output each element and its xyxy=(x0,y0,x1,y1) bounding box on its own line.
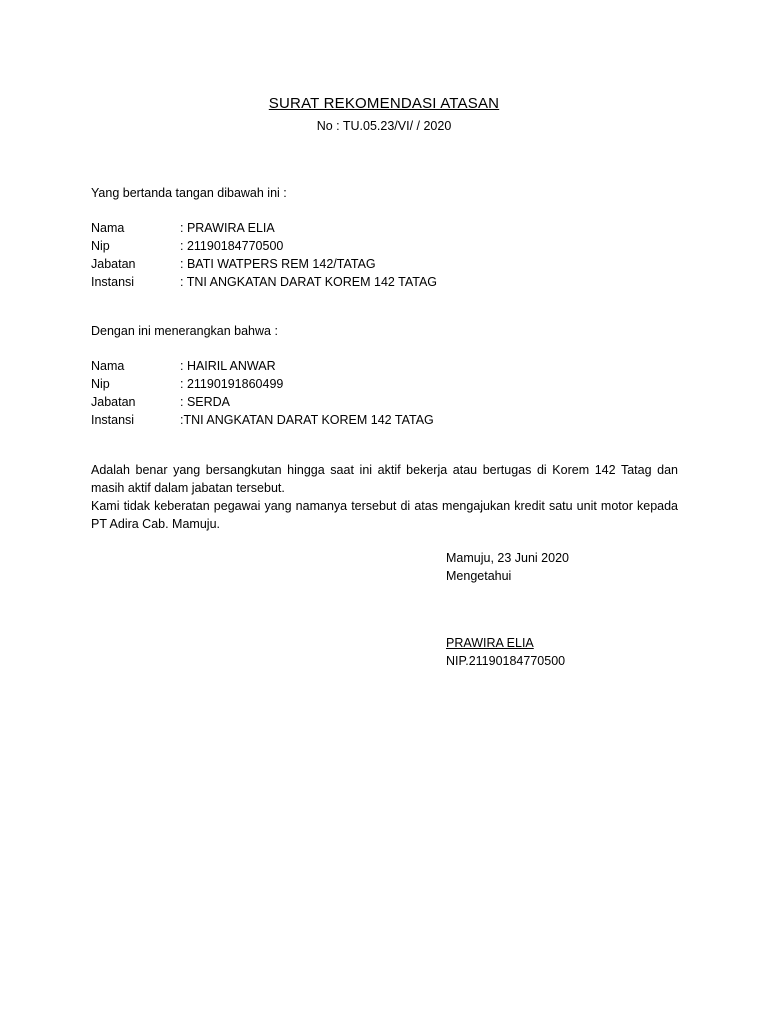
info-row xyxy=(91,393,434,411)
signer-info-table xyxy=(91,219,437,291)
info-label: Nama xyxy=(91,359,125,373)
info-row xyxy=(91,375,434,393)
info-label: Nama xyxy=(91,221,125,235)
info-row xyxy=(91,219,437,237)
info-value: : PRAWIRA ELIA xyxy=(180,221,275,235)
place-date: Mamuju, 23 Juni 2020 xyxy=(446,551,569,565)
info-label: Jabatan xyxy=(91,395,136,409)
subject-info-table xyxy=(91,357,434,429)
info-value: : BATI WATPERS REM 142/TATAG xyxy=(180,257,376,271)
info-label: Nip xyxy=(91,239,110,253)
info-value: : SERDA xyxy=(180,395,231,409)
info-value: : 21190191860499 xyxy=(180,377,284,391)
info-value: : TNI ANGKATAN DARAT KOREM 142 TATAG xyxy=(180,275,438,289)
signature-block xyxy=(446,634,565,670)
body-paragraph-status: Adalah benar yang bersangkutan hingga saat ini aktif bekerja atau bertugas di Korem 142 Tatag dan masih aktif dalam jabatan tersebut. xyxy=(91,463,678,495)
info-row xyxy=(91,411,434,429)
letter-body xyxy=(91,461,678,533)
acknowledged-label: Mengetahui xyxy=(446,569,512,583)
info-label: Instansi xyxy=(91,413,135,427)
info-label: Nip xyxy=(91,377,110,391)
signer-nip: NIP.21190184770500 xyxy=(446,654,566,668)
info-row xyxy=(91,255,437,273)
info-value: :TNI ANGKATAN DARAT KOREM 142 TATAG xyxy=(180,413,434,427)
info-row xyxy=(91,237,437,255)
place-date-block xyxy=(446,549,569,585)
letter-title: SURAT REKOMENDASI ATASAN xyxy=(268,95,500,112)
signer-intro: Yang bertanda tangan dibawah ini : xyxy=(91,186,287,200)
info-label: Instansi xyxy=(91,275,135,289)
info-label: Jabatan xyxy=(91,257,136,271)
subject-intro: Dengan ini menerangkan bahwa : xyxy=(91,324,278,338)
info-row xyxy=(91,273,437,291)
letter-number: No : TU.05.23/VI/ / 2020 xyxy=(316,119,452,133)
body-paragraph-no-objection: Kami tidak keberatan pegawai yang namanya tersebut di atas mengajukan kredit satu unit motor kepada PT Adira Cab. Mamuju. xyxy=(91,499,678,531)
info-row xyxy=(91,357,434,375)
info-value: : HAIRIL ANWAR xyxy=(180,359,276,373)
signer-name: PRAWIRA ELIA xyxy=(446,636,534,650)
info-value: : 21190184770500 xyxy=(180,239,284,253)
